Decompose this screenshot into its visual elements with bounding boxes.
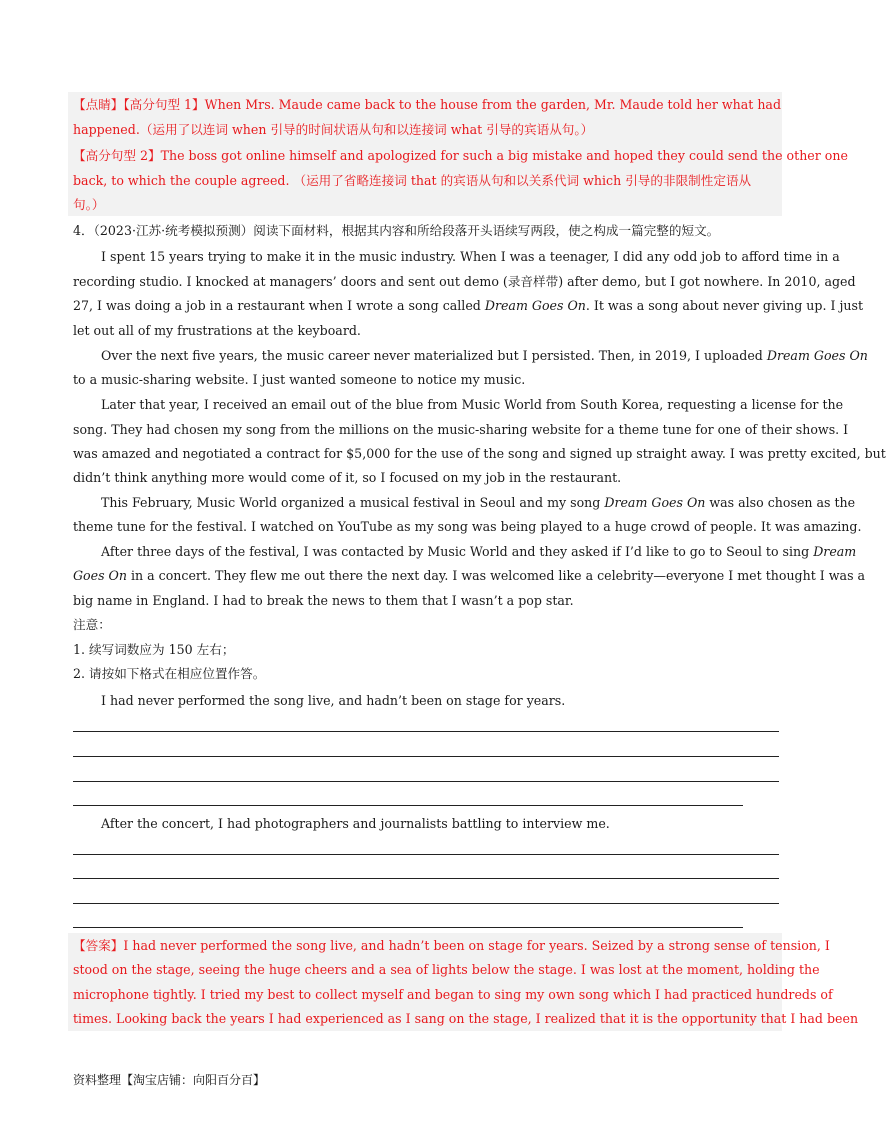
dianjing-line-5: 句。） xyxy=(73,197,105,212)
page-footer: 资料整理【淘宝店铺：向阳百分百】 xyxy=(73,1073,266,1087)
answer-line-4: times. Looking back the years I had experienced as I sang on the stage, I realized that it is the opportunity that I had been xyxy=(73,1011,859,1026)
answer-line xyxy=(73,805,743,806)
answer-line-1: 【答案】I had never performed the song live, and hadn’t been on stage for years. Seized by a strong sense of tension, I xyxy=(73,938,830,953)
answer-line xyxy=(73,903,779,904)
passage-p2-line-2: to a music-sharing website. I just wanted someone to notice my music. xyxy=(73,372,526,387)
dianjing-line-3: 【高分句型 2】The boss got online himself and apologized for such a big mistake and hoped they could send the other one xyxy=(73,148,848,163)
passage-p1-line-2: recording studio. I knocked at managers’ doors and sent out demo (录音样带) after demo, but I got nowhere. In 2010, aged xyxy=(73,274,856,289)
passage-p5-line-1: After three days of the festival, I was contacted by Music World and they asked if I’d like to go to Seoul to sing Dream xyxy=(101,544,857,559)
passage-p1-line-3: 27, I was doing a job in a restaurant when I wrote a song called Dream Goes On. It was a song about never giving up. I just xyxy=(73,298,864,313)
passage-p1-line-1: I spent 15 years trying to make it in the music industry. When I was a teenager, I did any odd job to afford time in a xyxy=(101,249,840,264)
answer-line xyxy=(73,854,779,855)
question-header: 4．（2023·江苏·统考模拟预测）阅读下面材料，根据其内容和所给段落开头语续写两段，使之构成一篇完整的短文。 xyxy=(73,223,720,238)
answer-line xyxy=(73,878,779,879)
passage-p3-line-1: Later that year, I received an email out of the blue from Music World from South Korea, requesting a license for the xyxy=(101,397,844,412)
dianjing-line-2: happened.（运用了以连词 when 引导的时间状语从句和以连接词 what 引导的宾语从句。） xyxy=(73,122,594,137)
answer-line xyxy=(73,781,779,782)
answer-line xyxy=(73,731,779,732)
answer-line-2: stood on the stage, seeing the huge cheers and a sea of lights below the stage. I was lost at the moment, holding the xyxy=(73,962,820,977)
answer-line xyxy=(73,927,743,928)
passage-p4-line-1: This February, Music World organized a musical festival in Seoul and my song Dream Goes On was also chosen as the xyxy=(101,495,856,510)
dianjing-line-1: 【点睛】【高分句型 1】When Mrs. Maude came back to the house from the garden, Mr. Maude told her what had xyxy=(73,97,782,112)
passage-p5-line-3: big name in England. I had to break the news to them that I wasn’t a pop star. xyxy=(73,593,574,608)
passage-p3-line-2: song. They had chosen my song from the millions on the music-sharing website for a theme tune for one of their shows. I xyxy=(73,422,849,437)
passage-p4-line-2: theme tune for the festival. I watched on YouTube as my song was being played to a huge crowd of people. It was amazing. xyxy=(73,519,862,534)
passage-p5-line-2: Goes On in a concert. They flew me out there the next day. I was welcomed like a celebrity—everyone I met thought I was a xyxy=(73,568,866,583)
passage-p3-line-3: was amazed and negotiated a contract for $5,000 for the use of the song and signed up straight away. I was pretty excited, but xyxy=(73,446,886,461)
notes-label: 注意： xyxy=(73,617,111,632)
prompt-paragraph-2: After the concert, I had photographers and journalists battling to interview me. xyxy=(101,816,610,831)
passage-p1-line-4: let out all of my frustrations at the keyboard. xyxy=(73,323,361,338)
answer-line xyxy=(73,756,779,757)
dianjing-line-4: back, to which the couple agreed. （运用了省略连接词 that 的宾语从句和以关系代词 which 引导的非限制性定语从 xyxy=(73,173,752,188)
answer-line-3: microphone tightly. I tried my best to collect myself and began to sing my own song which I had practiced hundreds of xyxy=(73,987,833,1002)
prompt-paragraph-1: I had never performed the song live, and hadn’t been on stage for years. xyxy=(101,693,566,708)
passage-p3-line-4: didn’t think anything more would come of it, so I focused on my job in the restaurant. xyxy=(73,470,622,485)
notes-item-2: 2. 请按如下格式在相应位置作答。 xyxy=(73,666,266,681)
passage-p2-line-1: Over the next five years, the music career never materialized but I persisted. Then, in 2019, I uploaded Dream Goes On xyxy=(101,348,868,363)
notes-item-1: 1. 续写词数应为 150 左右； xyxy=(73,642,235,657)
